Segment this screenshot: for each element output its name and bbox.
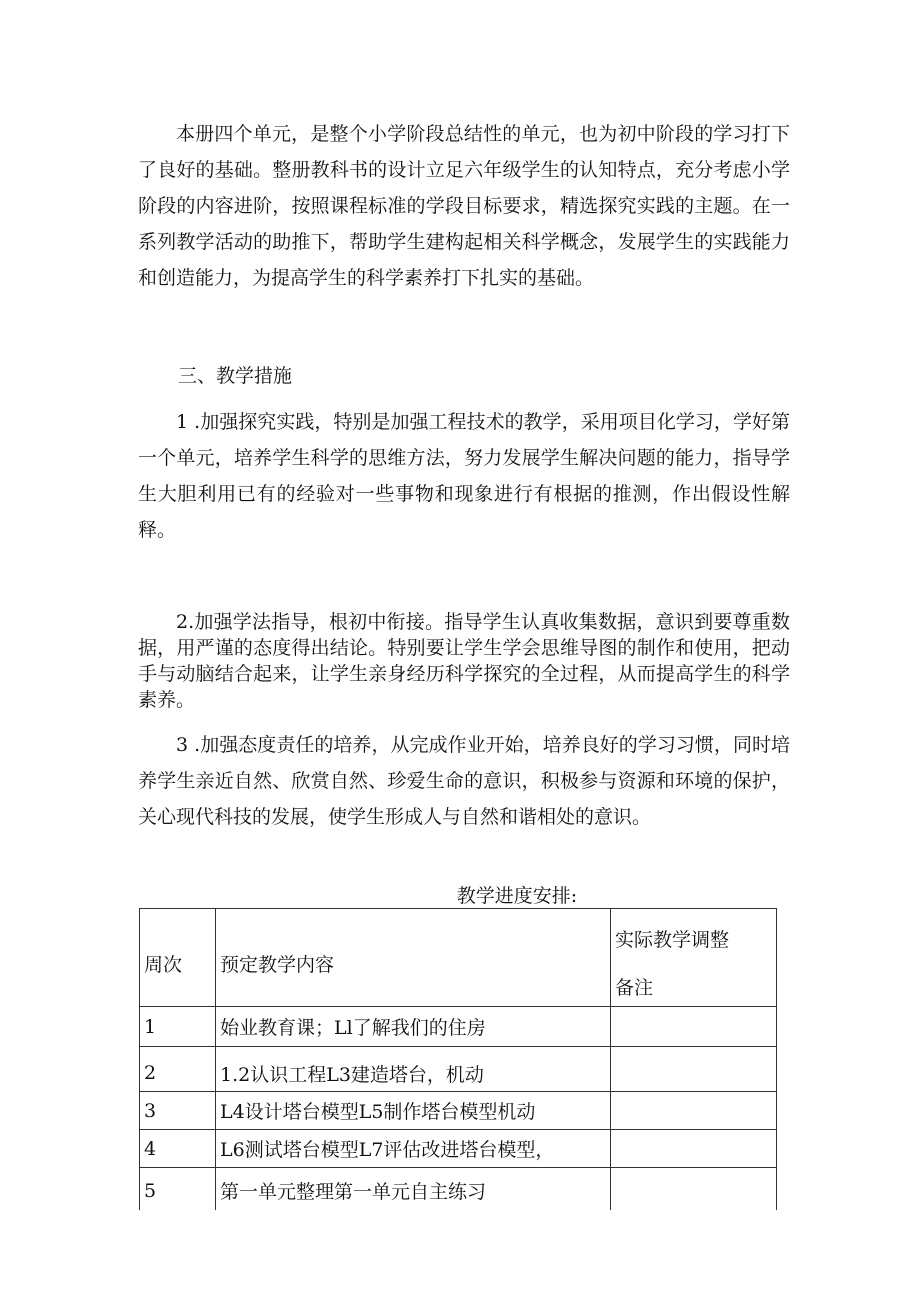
- row-content: 1.2认识工程L3建造塔台，机动: [216, 1047, 611, 1092]
- row-note: [611, 1130, 777, 1168]
- header-adjust: [611, 909, 777, 1007]
- table-row: [140, 1047, 777, 1092]
- row-week: 3: [140, 1092, 216, 1130]
- measure-1-paragraph: 1 .加强探究实践，特别是加强工程技术的教学，采用项目化学习，学好第一个单元，培养学生科学的思维方法，努力发展学生解决问题的能力，指导学生大胆利用已有的经验对一些事物和现象进行有根据的推测，作出假设性解释。: [138, 411, 790, 541]
- measure-3-paragraph: 3 .加强态度责任的培养，从完成作业开始，培养良好的学习习惯，同时培养学生亲近自然、欣赏自然、珍爱生命的意识，积极参与资源和环境的保护，关心现代科技的发展，使学生形成人与自然和谐相处的意识。: [138, 734, 790, 828]
- schedule-caption: 教学进度安排:: [456, 885, 578, 907]
- row-note: [611, 1168, 777, 1210]
- table-row: [140, 1130, 777, 1168]
- row-week: 5: [140, 1168, 216, 1210]
- row-content: 始业教育课；Ll了解我们的住房: [216, 1007, 611, 1047]
- intro-paragraph: 本册四个单元，是整个小学阶段总结性的单元，也为初中阶段的学习打下了良好的基础。整册教科书的设计立足六年级学生的认知特点，充分考虑小学阶段的内容进阶，按照课程标准的学段目标要求，精选探究实践的主题。在一系列教学活动的助推下，帮助学生建构起相关科学概念，发展学生的实践能力和创造能力，为提高学生的科学素养打下扎实的基础。: [138, 123, 790, 289]
- row-content: L4设计塔台模型L5制作塔台模型机动: [216, 1092, 611, 1130]
- row-week: 4: [140, 1130, 216, 1168]
- header-adjust-line2: 备注: [615, 976, 654, 999]
- row-note: [611, 1007, 777, 1047]
- header-content: 预定教学内容: [216, 909, 611, 1007]
- schedule-table: [139, 908, 777, 1210]
- row-week: 2: [140, 1047, 216, 1092]
- table-row: [140, 1092, 777, 1130]
- section-heading: 三、教学措施: [178, 365, 293, 387]
- row-note: [611, 1047, 777, 1092]
- header-adjust-line1: 实际教学调整: [615, 928, 730, 951]
- header-week: 周次: [140, 909, 216, 1007]
- row-content: L6测试塔台模型L7评估改进塔台模型，: [216, 1130, 611, 1168]
- measure-2-paragraph: 2.加强学法指导，根初中衔接。指导学生认真收集数据，意识到要尊重数据，用严谨的态度得出结论。特别要让学生学会思维导图的制作和使用，把动手与动脑结合起来，让学生亲身经历科学探究的全过程，从而提高学生的科学素养。: [138, 611, 790, 711]
- row-content: 第一单元整理第一单元自主练习: [216, 1168, 611, 1210]
- table-header-row: [140, 909, 777, 1007]
- row-week: 1: [140, 1007, 216, 1047]
- table-row: [140, 1007, 777, 1047]
- row-note: [611, 1092, 777, 1130]
- table-row: [140, 1168, 777, 1210]
